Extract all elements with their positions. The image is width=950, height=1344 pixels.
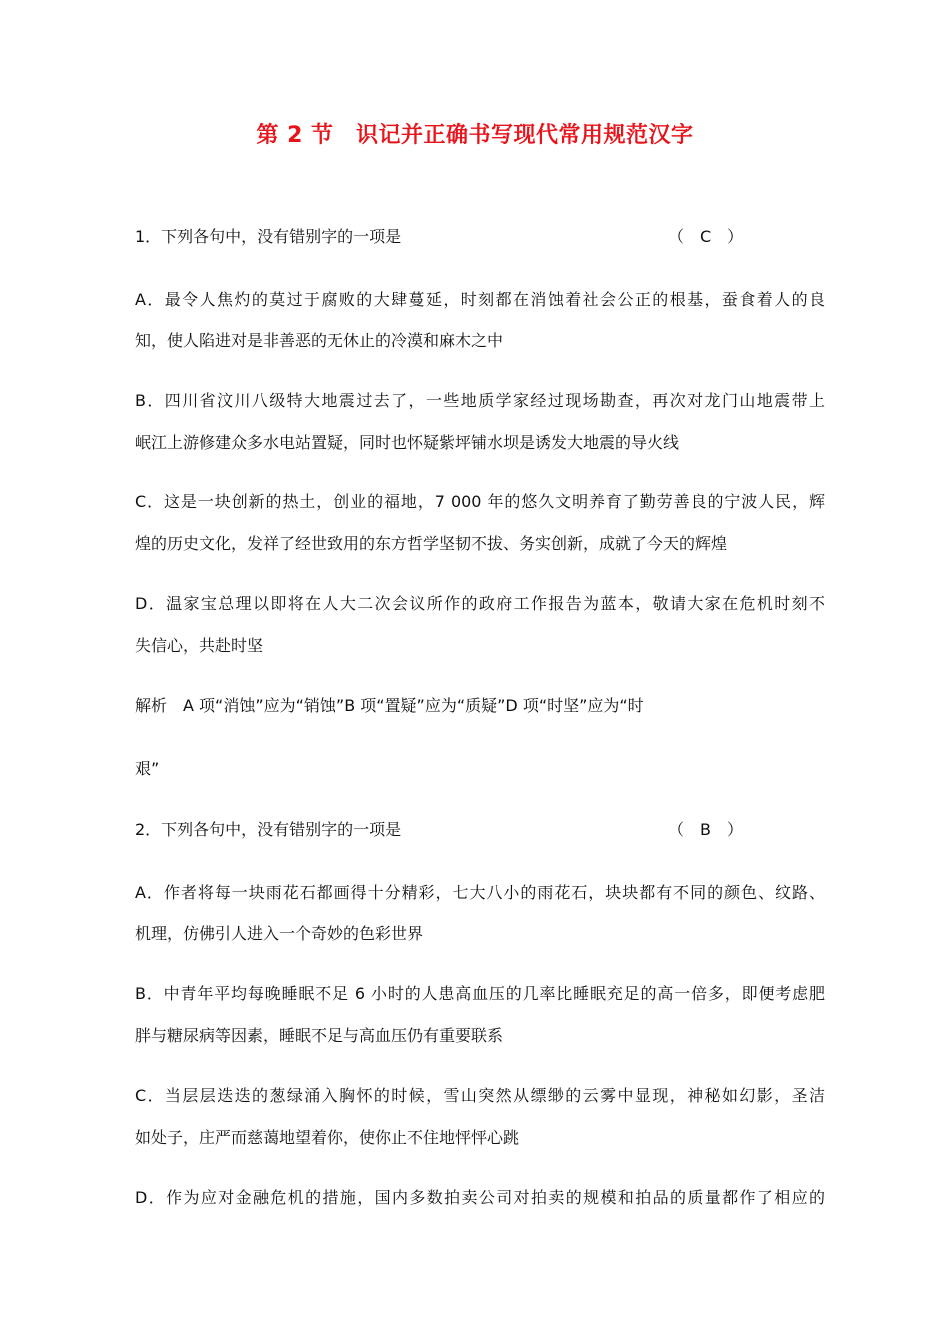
- question-1-option-c-line-1: C．这是一块创新的热土，创业的福地，7 000 年的悠久文明养育了勤劳善良的宁波人民，辉: [135, 492, 825, 511]
- question-1-analysis-line-2: 艰”: [135, 759, 160, 778]
- question-2-stem: 2．下列各句中，没有错别字的一项是: [135, 820, 402, 839]
- question-2-option-c-line-1: C．当层层迭迭的葱绿涌入胸怀的时候，雪山突然从缥缈的云雾中显现，神秘如幻影，圣洁: [135, 1086, 825, 1105]
- question-2-option-a-line-1: A．作者将每一块雨花石都画得十分精彩，七大八小的雨花石，块块都有不同的颜色、纹路、: [135, 883, 825, 902]
- question-2-option-a-line-2: 机理，仿佛引人进入一个奇妙的色彩世界: [135, 924, 424, 943]
- question-2-option-d-line-1: D．作为应对金融危机的措施，国内多数拍卖公司对拍卖的规模和拍品的质量都作了相应的: [135, 1188, 825, 1207]
- question-1-option-d-line-2: 失信心，共赴时坚: [135, 636, 264, 655]
- question-1-option-d-line-1: D．温家宝总理以即将在人大二次会议所作的政府工作报告为蓝本，敬请大家在危机时刻不: [135, 594, 825, 613]
- question-2-answer: （ B ）: [668, 820, 743, 839]
- question-2-option-b-line-2: 胖与糖尿病等因素，睡眠不足与高血压仍有重要联系: [135, 1026, 504, 1045]
- question-2-option-c-line-2: 如处子，庄严而慈蔼地望着你，使你止不住地怦怦心跳: [135, 1128, 520, 1147]
- question-1-option-a-line-1: A．最令人焦灼的莫过于腐败的大肆蔓延，时刻都在消蚀着社会公正的根基，蚕食着人的良: [135, 290, 825, 309]
- question-1-option-a-line-2: 知，使人陷进对是非善恶的无休止的冷漠和麻木之中: [135, 331, 504, 350]
- section-title: 第 2 节 识记并正确书写现代常用规范汉字: [256, 123, 694, 148]
- question-1-stem: 1．下列各句中，没有错别字的一项是: [135, 227, 402, 246]
- question-1-analysis-line-1: 解析 A 项“消蚀”应为“销蚀”B 项“置疑”应为“质疑”D 项“时坚”应为“时: [135, 696, 644, 715]
- question-1-option-b-line-1: B．四川省汶川八级特大地震过去了，一些地质学家经过现场勘查，再次对龙门山地震带上: [135, 391, 825, 410]
- question-2-option-b-line-1: B．中青年平均每晚睡眠不足 6 小时的人患高血压的几率比睡眠充足的高一倍多，即便考虑肥: [135, 984, 825, 1003]
- question-1-option-c-line-2: 煌的历史文化，发祥了经世致用的东方哲学坚韧不拔、务实创新，成就了今天的辉煌: [135, 534, 728, 553]
- question-1-answer: （ C ）: [668, 227, 744, 246]
- question-1-option-b-line-2: 岷江上游修建众多水电站置疑，同时也怀疑紫坪铺水坝是诱发大地震的导火线: [135, 433, 680, 452]
